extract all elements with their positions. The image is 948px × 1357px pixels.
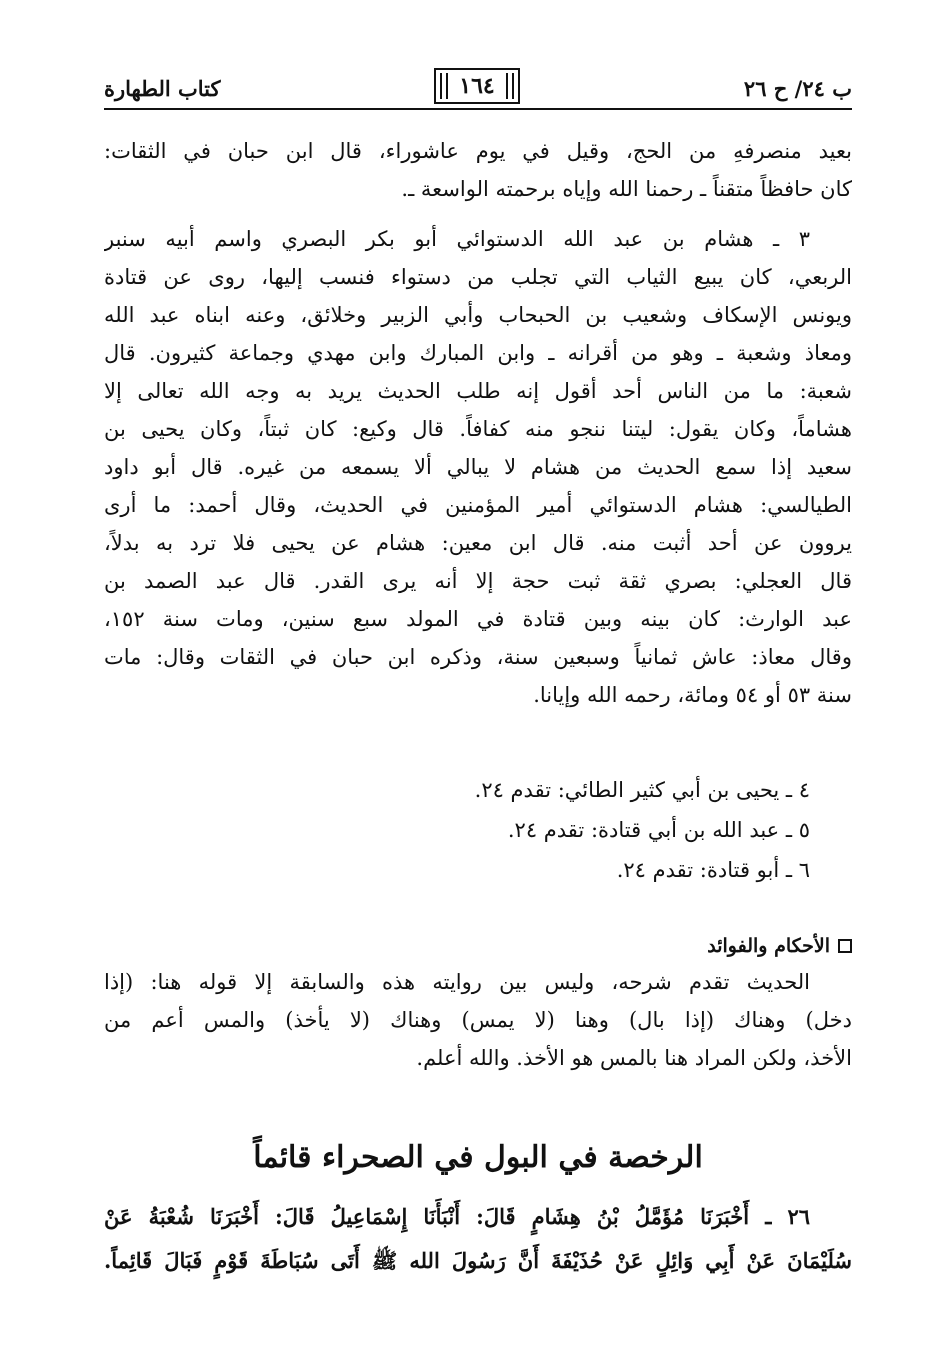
paragraph-1 — [104, 132, 852, 208]
text-line: يروون عن أحد أثبت منه. قال ابن معين: هشام عن يحيى فلا ترد به بدلاً، — [104, 531, 852, 555]
text-line: الطيالسي: هشام الدستوائي أمير المؤمنين في الحديث، وقال أحمد: ما أرى — [104, 493, 852, 517]
section-heading — [104, 935, 852, 957]
text-line: وقال معاذ: عاش ثمانياً وسبعين سنة، وذكره ابن حبان في الثقات وقال: مات — [104, 645, 852, 669]
text-line: هشاماً، وكان يقول: ليتنا ننجو منه كفافاً. قال وكيع: كان ثبتاً، وكان يحيى بن — [104, 417, 852, 441]
list-item: ٥ ـ عبد الله بن أبي قتادة: تقدم ٢٤. — [507, 818, 810, 842]
text-line: دخل) وهناك (إذا بال) وهنا (لا يمس) وهناك (لا يأخذ) والمس أعم من — [104, 1008, 852, 1032]
hadith-line: ٢٦ ـ أَخْبَرَنَا مُؤَمَّلُ بْنُ هِشَامٍ قَالَ: أَنْبَأَنَا إِسْمَاعِيلُ قَالَ: أَخْبَرَنَا شُعْبَةُ عَنْ — [104, 1204, 810, 1229]
header-book-title: كتاب الطهارة — [104, 76, 221, 101]
text-line: كان حافظاً متقناً ـ رحمنا الله وإياه برحمته الواسعة ـ. — [401, 177, 852, 201]
narrator-list — [104, 770, 852, 890]
hadith-text — [104, 1195, 852, 1283]
page-header — [104, 68, 852, 108]
paragraph-narrator-3 — [104, 220, 852, 714]
chapter-title: الرخصة في البول في الصحراء قائماً — [253, 1140, 703, 1175]
section-heading-text: الأحكام والفوائد — [707, 935, 830, 957]
header-chapter-ref: ب ٢٤/ ح ٢٦ — [743, 76, 852, 101]
rulings-section — [104, 935, 852, 1077]
text-line: عبد الوارث: كان بينه وبين قتادة في المولد سبع سنين، ومات سنة ١٥٢، — [104, 607, 852, 631]
text-line: ويونس الإسكاف وشعيب بن الحبحاب وأبي الزبير وخلائق، وعنه ابناه عبد الله — [104, 303, 852, 327]
text-line: سعيد إذا سمع الحديث من هشام لا يبالي ألا يسمعه من غيره. قال أبو داود — [104, 455, 852, 479]
text-line: ومعاذ وشعبة ـ وهو من أقرانه ـ وابن المبارك وابن مهدي وجماعة كثيرون. قال — [104, 341, 852, 365]
text-line: ٣ ـ هشام بن عبد الله الدستوائي أبو بكر البصري واسم أبيه سنبر — [104, 227, 810, 251]
text-line: بعيد منصرفهِ من الحج، وقيل في يوم عاشوراء، قال ابن حبان في الثقات: — [104, 139, 852, 163]
square-bullet-icon — [838, 939, 852, 953]
page-number-box — [434, 68, 520, 104]
text-line: سنة ٥٣ أو ٥٤ ومائة، رحمه الله وإيانا. — [533, 683, 852, 707]
hadith-line: سُلَيْمَانَ عَنْ أَبِي وَائِلٍ عَنْ حُذَيْفَةَ أَنَّ رَسُولَ الله ﷺ أَتَى سُبَاطَةَ قَوْمٍ فَبَالَ قَائِماً. — [104, 1248, 852, 1273]
header-rule — [104, 108, 852, 110]
text-line: الربعي، كان يبيع الثياب التي تجلب من دستواء فنسب إليها، روى عن قتادة — [104, 265, 852, 289]
page-number: ١٦٤ — [459, 73, 495, 99]
list-item: ٦ ـ أبو قتادة: تقدم ٢٤. — [616, 858, 810, 882]
list-item: ٤ ـ يحيى بن أبي كثير الطائي: تقدم ٢٤. — [474, 778, 810, 802]
text-line: شعبة: ما من الناس أحد أقول إنه طلب الحديث يريد به وجه الله تعالى إلا — [104, 379, 852, 403]
text-line: قال العجلي: بصري ثقة ثبت حجة إلا أنه يرى القدر. قال عبد الصمد بن — [104, 569, 852, 593]
text-line: الحديث تقدم شرحه، وليس بين روايته هذه والسابقة إلا قوله هنا: (إذا — [104, 970, 810, 994]
text-line: الأخذ، ولكن المراد هنا بالمس هو الأخذ. والله أعلم. — [416, 1046, 852, 1070]
